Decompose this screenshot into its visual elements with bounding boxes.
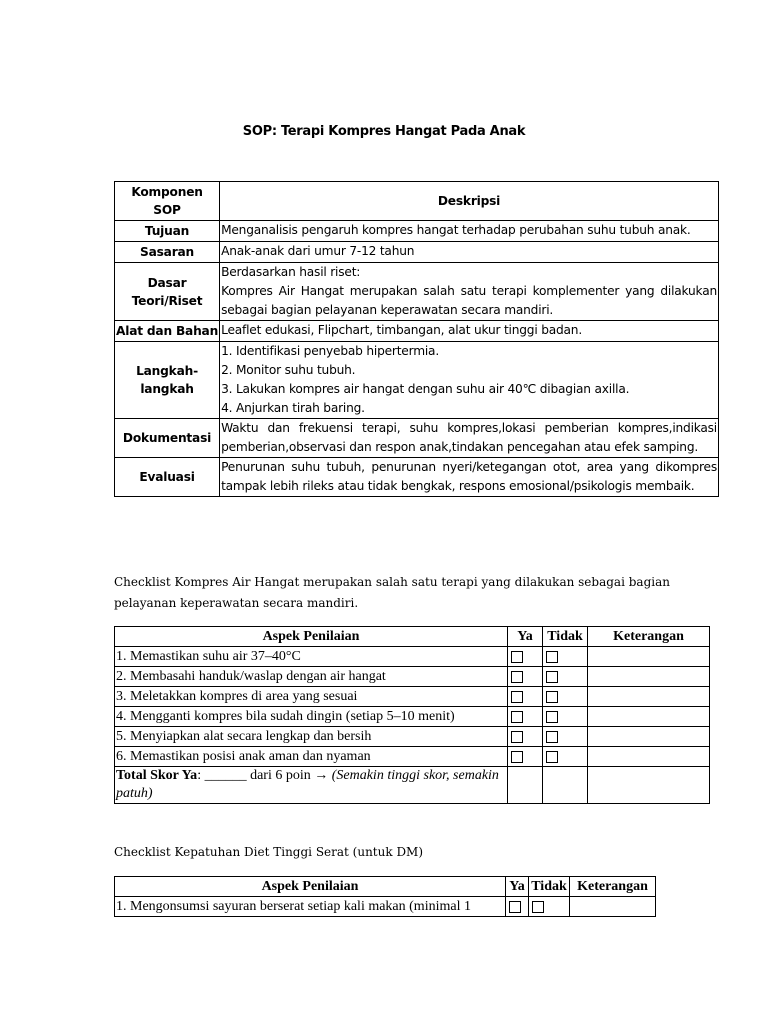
sop-step-2: 2. Monitor suhu tubuh. — [221, 363, 356, 377]
checklist2-table — [114, 876, 656, 917]
checklist2-header-ya: Ya — [506, 877, 529, 897]
sop-row-alat-bahan — [115, 321, 719, 342]
keterangan-cell[interactable] — [588, 647, 710, 667]
sop-value-dasar-teori — [220, 263, 719, 321]
checkbox-icon[interactable] — [511, 731, 523, 743]
table-row — [115, 897, 656, 917]
sop-key-evaluasi: Evaluasi — [115, 458, 220, 497]
total-keterangan-cell[interactable] — [588, 767, 710, 804]
table-row — [115, 687, 710, 707]
sop-row-dokumentasi — [115, 419, 719, 458]
sop-row-tujuan — [115, 221, 719, 242]
checkbox-icon[interactable] — [511, 751, 523, 763]
checklist1-item-3: 3. Meletakkan kompres di area yang sesuai — [115, 687, 508, 707]
checklist2-header-row — [115, 877, 656, 897]
checkbox-icon[interactable] — [532, 901, 544, 913]
checkbox-ya[interactable] — [508, 727, 543, 747]
sop-key-tujuan: Tujuan — [115, 221, 220, 242]
sop-key-langkah — [115, 342, 220, 419]
checkbox-tidak[interactable] — [543, 647, 588, 667]
sop-row-dasar-teori — [115, 263, 719, 321]
checklist1-table — [114, 626, 710, 804]
checkbox-tidak[interactable] — [529, 897, 570, 917]
checklist1-total-text: : ______ dari 6 poin → — [197, 768, 332, 783]
checklist1-item-6: 6. Memastikan posisi anak aman dan nyaman — [115, 747, 508, 767]
checkbox-icon[interactable] — [511, 671, 523, 683]
table-row — [115, 747, 710, 767]
sop-value-alat-bahan: Leaflet edukasi, Flipchart, timbangan, alat ukur tinggi badan. — [220, 321, 719, 342]
checkbox-ya[interactable] — [508, 687, 543, 707]
keterangan-cell[interactable] — [588, 707, 710, 727]
checkbox-icon[interactable] — [509, 901, 521, 913]
sop-step-3: 3. Lakukan kompres air hangat dengan suhu air 40℃ dibagian axilla. — [221, 382, 630, 396]
total-tidak-cell[interactable] — [543, 767, 588, 804]
checkbox-tidak[interactable] — [543, 667, 588, 687]
checklist1-item-2: 2. Membasahi handuk/waslap dengan air hangat — [115, 667, 508, 687]
table-row — [115, 667, 710, 687]
checkbox-tidak[interactable] — [543, 707, 588, 727]
keterangan-cell[interactable] — [588, 667, 710, 687]
checkbox-icon[interactable] — [546, 691, 558, 703]
checkbox-icon[interactable] — [546, 651, 558, 663]
checklist1-total-label: Total Skor Ya — [116, 768, 198, 783]
checklist1-total-row — [115, 767, 710, 804]
sop-value-dasar-teori-line1: Berdasarkan hasil riset: — [221, 265, 361, 279]
checkbox-icon[interactable] — [546, 731, 558, 743]
checklist1-header-aspek: Aspek Penilaian — [115, 627, 508, 647]
keterangan-cell[interactable] — [588, 727, 710, 747]
sop-key-sasaran: Sasaran — [115, 242, 220, 263]
sop-value-tujuan: Menganalisis pengaruh kompres hangat terhadap perubahan suhu tubuh anak. — [220, 221, 719, 242]
sop-step-1: 1. Identifikasi penyebab hipertermia. — [221, 344, 439, 358]
checklist1-intro: Checklist Kompres Air Hangat merupakan salah satu terapi yang dilakukan sebagai bagian pelayanan keperawatan secara mandiri. — [114, 575, 670, 610]
checkbox-icon[interactable] — [511, 711, 523, 723]
checkbox-ya[interactable] — [508, 667, 543, 687]
checklist2-header-tidak: Tidak — [529, 877, 570, 897]
checklist1-header-row — [115, 627, 710, 647]
table-row — [115, 647, 710, 667]
checklist1-header-ya: Ya — [508, 627, 543, 647]
keterangan-cell[interactable] — [588, 747, 710, 767]
checklist1-header-keterangan: Keterangan — [588, 627, 710, 647]
checkbox-ya[interactable] — [508, 707, 543, 727]
sop-value-dokumentasi: Waktu dan frekuensi terapi, suhu kompres,lokasi pemberian kompres,indikasi pemberian,observasi dan respon anak,tindakan pencegahan atau efek samping. — [220, 419, 719, 458]
checkbox-icon[interactable] — [546, 711, 558, 723]
checklist1-item-1: 1. Memastikan suhu air 37–40°C — [115, 647, 508, 667]
sop-key-alat-bahan: Alat dan Bahan — [115, 321, 220, 342]
checklist1-total — [115, 767, 508, 804]
checklist2-item-1: 1. Mengonsumsi sayuran berserat setiap kali makan (minimal 1 — [115, 897, 506, 917]
checklist1-total-note: (Semakin tinggi skor, semakin patuh) — [116, 768, 499, 801]
sop-step-4: 4. Anjurkan tirah baring. — [221, 401, 365, 415]
sop-row-langkah — [115, 342, 719, 419]
checklist2-intro: Checklist Kepatuhan Diet Tinggi Serat (untuk DM) — [114, 845, 424, 859]
sop-header-komponen: Komponen SOP — [115, 182, 220, 221]
checkbox-ya[interactable] — [508, 747, 543, 767]
table-row — [115, 707, 710, 727]
sop-row-evaluasi — [115, 458, 719, 497]
sop-key-dasar-teori — [115, 263, 220, 321]
checkbox-ya[interactable] — [508, 647, 543, 667]
checkbox-tidak[interactable] — [543, 747, 588, 767]
keterangan-cell[interactable] — [570, 897, 656, 917]
keterangan-cell[interactable] — [588, 687, 710, 707]
checkbox-icon[interactable] — [511, 651, 523, 663]
checklist2-header-aspek: Aspek Penilaian — [115, 877, 506, 897]
checklist1-item-5: 5. Menyiapkan alat secara lengkap dan bersih — [115, 727, 508, 747]
sop-key-langkah-label: Langkah-langkah — [136, 364, 198, 396]
checkbox-icon[interactable] — [546, 671, 558, 683]
sop-value-sasaran: Anak-anak dari umur 7-12 tahun — [220, 242, 719, 263]
checkbox-icon[interactable] — [546, 751, 558, 763]
sop-value-evaluasi: Penurunan suhu tubuh, penurunan nyeri/ketegangan otot, area yang dikompres tampak lebih rileks atau tidak bengkak, respons emosional/psikologis membaik. — [220, 458, 719, 497]
checklist1-header-tidak: Tidak — [543, 627, 588, 647]
checkbox-tidak[interactable] — [543, 727, 588, 747]
sop-value-langkah — [220, 342, 719, 419]
sop-header-deskripsi: Deskripsi — [220, 182, 719, 221]
sop-key-dokumentasi: Dokumentasi — [115, 419, 220, 458]
checkbox-icon[interactable] — [511, 691, 523, 703]
checklist2-header-keterangan: Keterangan — [570, 877, 656, 897]
sop-key-dasar-teori-label: Dasar Teori/Riset — [131, 275, 203, 308]
table-row — [115, 727, 710, 747]
checkbox-tidak[interactable] — [543, 687, 588, 707]
sop-table — [114, 181, 719, 497]
checklist1-item-4: 4. Mengganti kompres bila sudah dingin (setiap 5–10 menit) — [115, 707, 508, 727]
total-ya-cell[interactable] — [508, 767, 543, 804]
checkbox-ya[interactable] — [506, 897, 529, 917]
sop-value-dasar-teori-line2: Kompres Air Hangat merupakan salah satu terapi komplementer yang dilakukan sebagai bagian pelayanan keperawatan secara mandiri. — [221, 284, 717, 317]
sop-row-sasaran — [115, 242, 719, 263]
sop-header-row — [115, 182, 719, 221]
document-title: SOP: Terapi Kompres Hangat Pada Anak — [242, 124, 526, 139]
